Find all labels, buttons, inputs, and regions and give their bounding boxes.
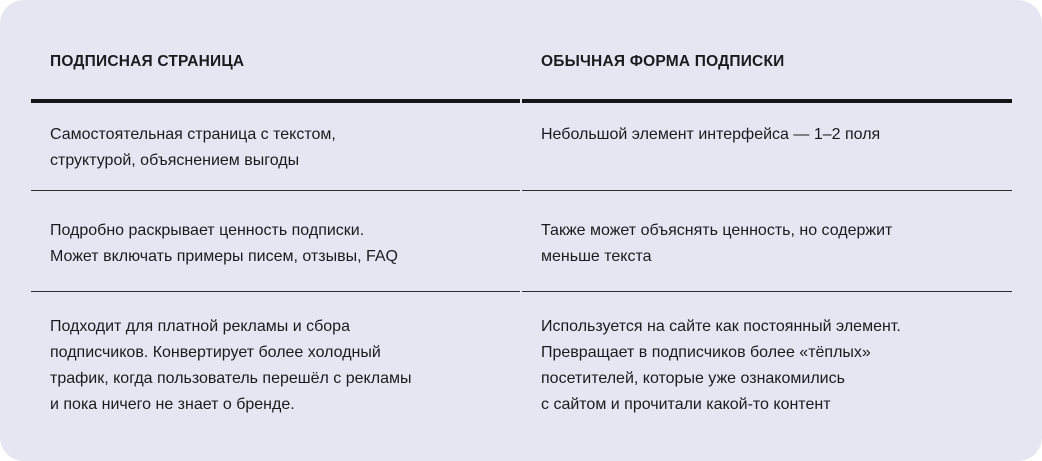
cell-left-3: Подходит для платной рекламы и сбора подписчиков. Конвертирует более холодный трафик, когда пользователь перешёл с рекламы и пока ничего не знает о бренде. [50, 318, 412, 413]
header-subscription-page [31, 0, 520, 103]
cell-right-1: Небольшой элемент интерфейса — 1–2 поля [541, 126, 881, 143]
table-row [31, 292, 520, 461]
header-subscription-form-label: ОБЫЧНАЯ ФОРМА ПОДПИСКИ [541, 53, 785, 70]
header-subscription-form [522, 0, 1012, 103]
cell-left-1: Самостоятельная страница с текстом, структурой, объяснением выгоды [50, 126, 336, 169]
table-row [522, 103, 1012, 191]
table-row [31, 103, 520, 191]
cell-right-3: Используется на сайте как постоянный элемент. Превращает в подписчиков более «тёплых» посетителей, которые уже ознакомились с сайтом и прочитали какой-то контент [541, 318, 901, 413]
table-row [522, 191, 1012, 292]
table-row [31, 191, 520, 292]
cell-right-2: Также может объяснять ценность, но содержит меньше текста [541, 222, 893, 265]
column-subscription-form [522, 0, 1012, 461]
cell-left-2: Подробно раскрывает ценность подписки. Может включать примеры писем, отзывы, FAQ [50, 222, 398, 265]
column-subscription-page [31, 0, 520, 461]
header-subscription-page-label: ПОДПИСНАЯ СТРАНИЦА [50, 53, 245, 70]
table-row [522, 292, 1012, 461]
